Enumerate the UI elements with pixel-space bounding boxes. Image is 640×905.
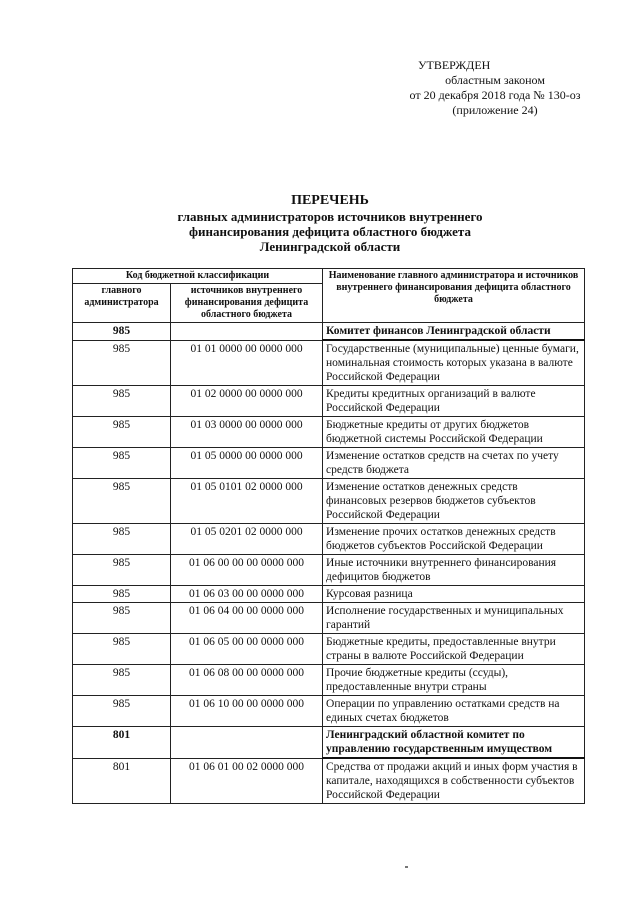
admin-code-cell: 985	[73, 524, 171, 555]
table-section-row	[73, 727, 585, 759]
table-row	[73, 665, 585, 696]
admin-code-cell: 985	[73, 417, 171, 448]
source-code-cell: 01 06 00 00 00 0000 000	[171, 555, 323, 586]
approval-line-appendix: (приложение 24)	[452, 103, 538, 117]
name-cell: Бюджетные кредиты, предоставленные внутри страны в валюте Российской Федерации	[323, 634, 585, 665]
approval-line-law: областным законом	[445, 73, 545, 87]
header-name: Наименование главного администратора и источников внутреннего финансирования дефицита областного бюджета	[323, 269, 585, 323]
source-code-cell: 01 05 0000 00 0000 000	[171, 448, 323, 479]
name-cell: Средства от продажи акций и иных форм участия в капитале, находящихся в собственности субъектов Российской Федерации	[323, 758, 585, 804]
source-code-cell: 01 03 0000 00 0000 000	[171, 417, 323, 448]
table-row	[73, 634, 585, 665]
name-cell: Изменение остатков средств на счетах по учету средств бюджета	[323, 448, 585, 479]
name-cell: Государственные (муниципальные) ценные бумаги, номинальная стоимость которых указана в валюте Российской Федерации	[323, 340, 585, 386]
table-row	[73, 386, 585, 417]
admin-code-cell: 985	[73, 634, 171, 665]
source-code-cell	[171, 727, 323, 759]
admin-code-cell: 985	[73, 696, 171, 727]
source-code-cell: 01 06 10 00 00 0000 000	[171, 696, 323, 727]
title-line-3: Ленинградской области	[259, 239, 401, 254]
admin-code-cell: 985	[73, 603, 171, 634]
name-cell: Бюджетные кредиты от других бюджетов бюджетной системы Российской Федерации	[323, 417, 585, 448]
approval-line-date: от 20 декабря 2018 года № 130-оз	[409, 88, 581, 102]
table-row	[73, 524, 585, 555]
admin-code-cell: 985	[73, 386, 171, 417]
source-code-cell	[171, 323, 323, 341]
table-row	[73, 340, 585, 386]
name-cell: Кредиты кредитных организаций в валюте Российской Федерации	[323, 386, 585, 417]
name-cell: Операции по управлению остатками средств на единых счетах бюджетов	[323, 696, 585, 727]
admin-code-cell: 985	[73, 340, 171, 386]
table-row	[73, 555, 585, 586]
name-cell: Исполнение государственных и муниципальных гарантий	[323, 603, 585, 634]
table-row	[73, 479, 585, 524]
table-row	[73, 417, 585, 448]
table-row	[73, 448, 585, 479]
approval-stamp	[380, 58, 610, 118]
table-row	[73, 758, 585, 804]
admin-code-cell: 985	[73, 586, 171, 603]
source-code-cell: 01 01 0000 00 0000 000	[171, 340, 323, 386]
administrators-table	[72, 268, 585, 804]
scan-mark	[405, 866, 408, 868]
source-code-cell: 01 02 0000 00 0000 000	[171, 386, 323, 417]
name-cell: Иные источники внутреннего финансирования дефицитов бюджетов	[323, 555, 585, 586]
source-code-cell: 01 06 03 00 00 0000 000	[171, 586, 323, 603]
admin-code-cell: 985	[73, 323, 171, 341]
admin-code-cell: 985	[73, 448, 171, 479]
admin-code-cell: 985	[73, 555, 171, 586]
table-row	[73, 603, 585, 634]
name-cell: Курсовая разница	[323, 586, 585, 603]
name-cell: Прочие бюджетные кредиты (ссуды), предоставленные внутри страны	[323, 665, 585, 696]
admin-code-cell: 985	[73, 665, 171, 696]
table-row	[73, 586, 585, 603]
source-code-cell: 01 05 0101 02 0000 000	[171, 479, 323, 524]
source-code-cell: 01 06 05 00 00 0000 000	[171, 634, 323, 665]
title-line-1: главных администраторов источников внутреннего	[177, 209, 483, 224]
table-row	[73, 696, 585, 727]
source-code-cell: 01 06 04 00 00 0000 000	[171, 603, 323, 634]
admin-code-cell: 801	[73, 758, 171, 804]
document-title	[60, 193, 600, 254]
header-source: источников внутреннего финансирования дефицита областного бюджета	[171, 284, 323, 323]
header-admin: главного администратора	[73, 284, 171, 323]
name-cell: Изменение остатков денежных средств финансовых резервов бюджетов субъектов Российской Федерации	[323, 479, 585, 524]
approval-line-approved: УТВЕРЖДЕН	[418, 58, 491, 72]
title-line-2: финансирования дефицита областного бюджета	[189, 224, 471, 239]
name-cell: Комитет финансов Ленинградской области	[323, 323, 585, 341]
name-cell: Изменение прочих остатков денежных средств бюджетов субъектов Российской Федерации	[323, 524, 585, 555]
name-cell: Ленинградский областной комитет по управлению государственным имуществом	[323, 727, 585, 759]
source-code-cell: 01 05 0201 02 0000 000	[171, 524, 323, 555]
source-code-cell: 01 06 08 00 00 0000 000	[171, 665, 323, 696]
admin-code-cell: 801	[73, 727, 171, 759]
source-code-cell: 01 06 01 00 02 0000 000	[171, 758, 323, 804]
table-section-row	[73, 323, 585, 341]
title-line-list: ПЕРЕЧЕНЬ	[291, 193, 369, 208]
admin-code-cell: 985	[73, 479, 171, 524]
header-classification-code: Код бюджетной классификации	[73, 269, 323, 284]
